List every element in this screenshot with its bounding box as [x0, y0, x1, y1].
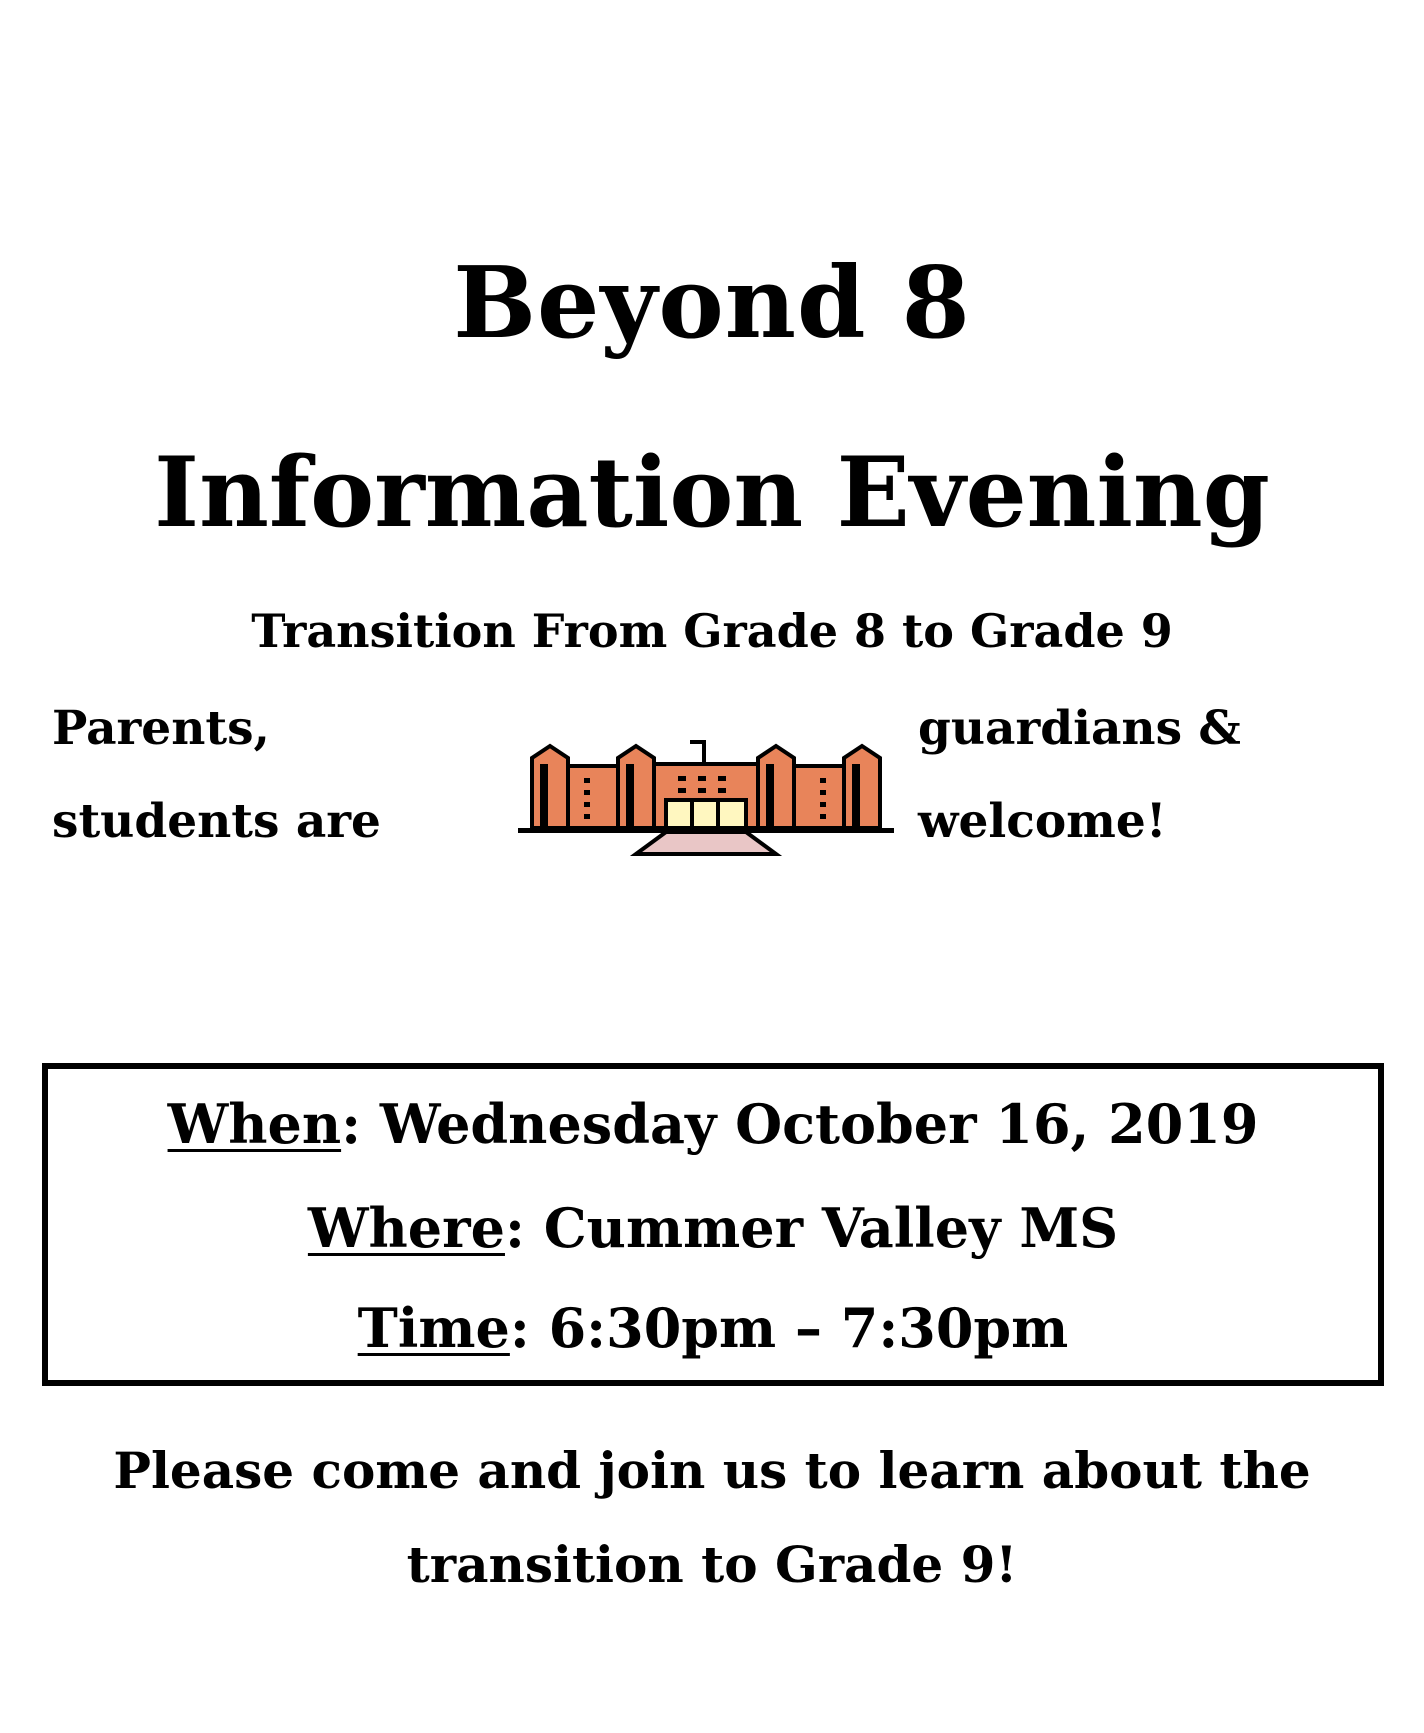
subtitle: Transition From Grade 8 to Grade 9 [251, 604, 1173, 658]
audience-left-line-2: students are [52, 794, 381, 849]
school-building-icon [518, 736, 894, 860]
closing-line-2: transition to Grade 9! [406, 1535, 1018, 1594]
where-label: Where [307, 1196, 505, 1260]
event-details-box [42, 1063, 1384, 1386]
when-value: : Wednesday October 16, 2019 [341, 1092, 1259, 1156]
where-value: : Cummer Valley MS [504, 1196, 1119, 1260]
audience-left-line-1: Parents, [52, 701, 270, 756]
title-line-1: Beyond 8 [453, 246, 971, 361]
when-label: When [167, 1092, 342, 1156]
time-label: Time [357, 1296, 510, 1360]
closing-line-1: Please come and join us to learn about the [113, 1441, 1311, 1500]
audience-right-line-1: guardians & [918, 701, 1241, 756]
time-value: : 6:30pm – 7:30pm [509, 1296, 1069, 1360]
title-line-2: Information Evening [154, 436, 1270, 549]
when-line [48, 1092, 1378, 1156]
audience-right-line-2: welcome! [918, 794, 1167, 849]
time-line [48, 1296, 1378, 1360]
where-line [48, 1196, 1378, 1260]
